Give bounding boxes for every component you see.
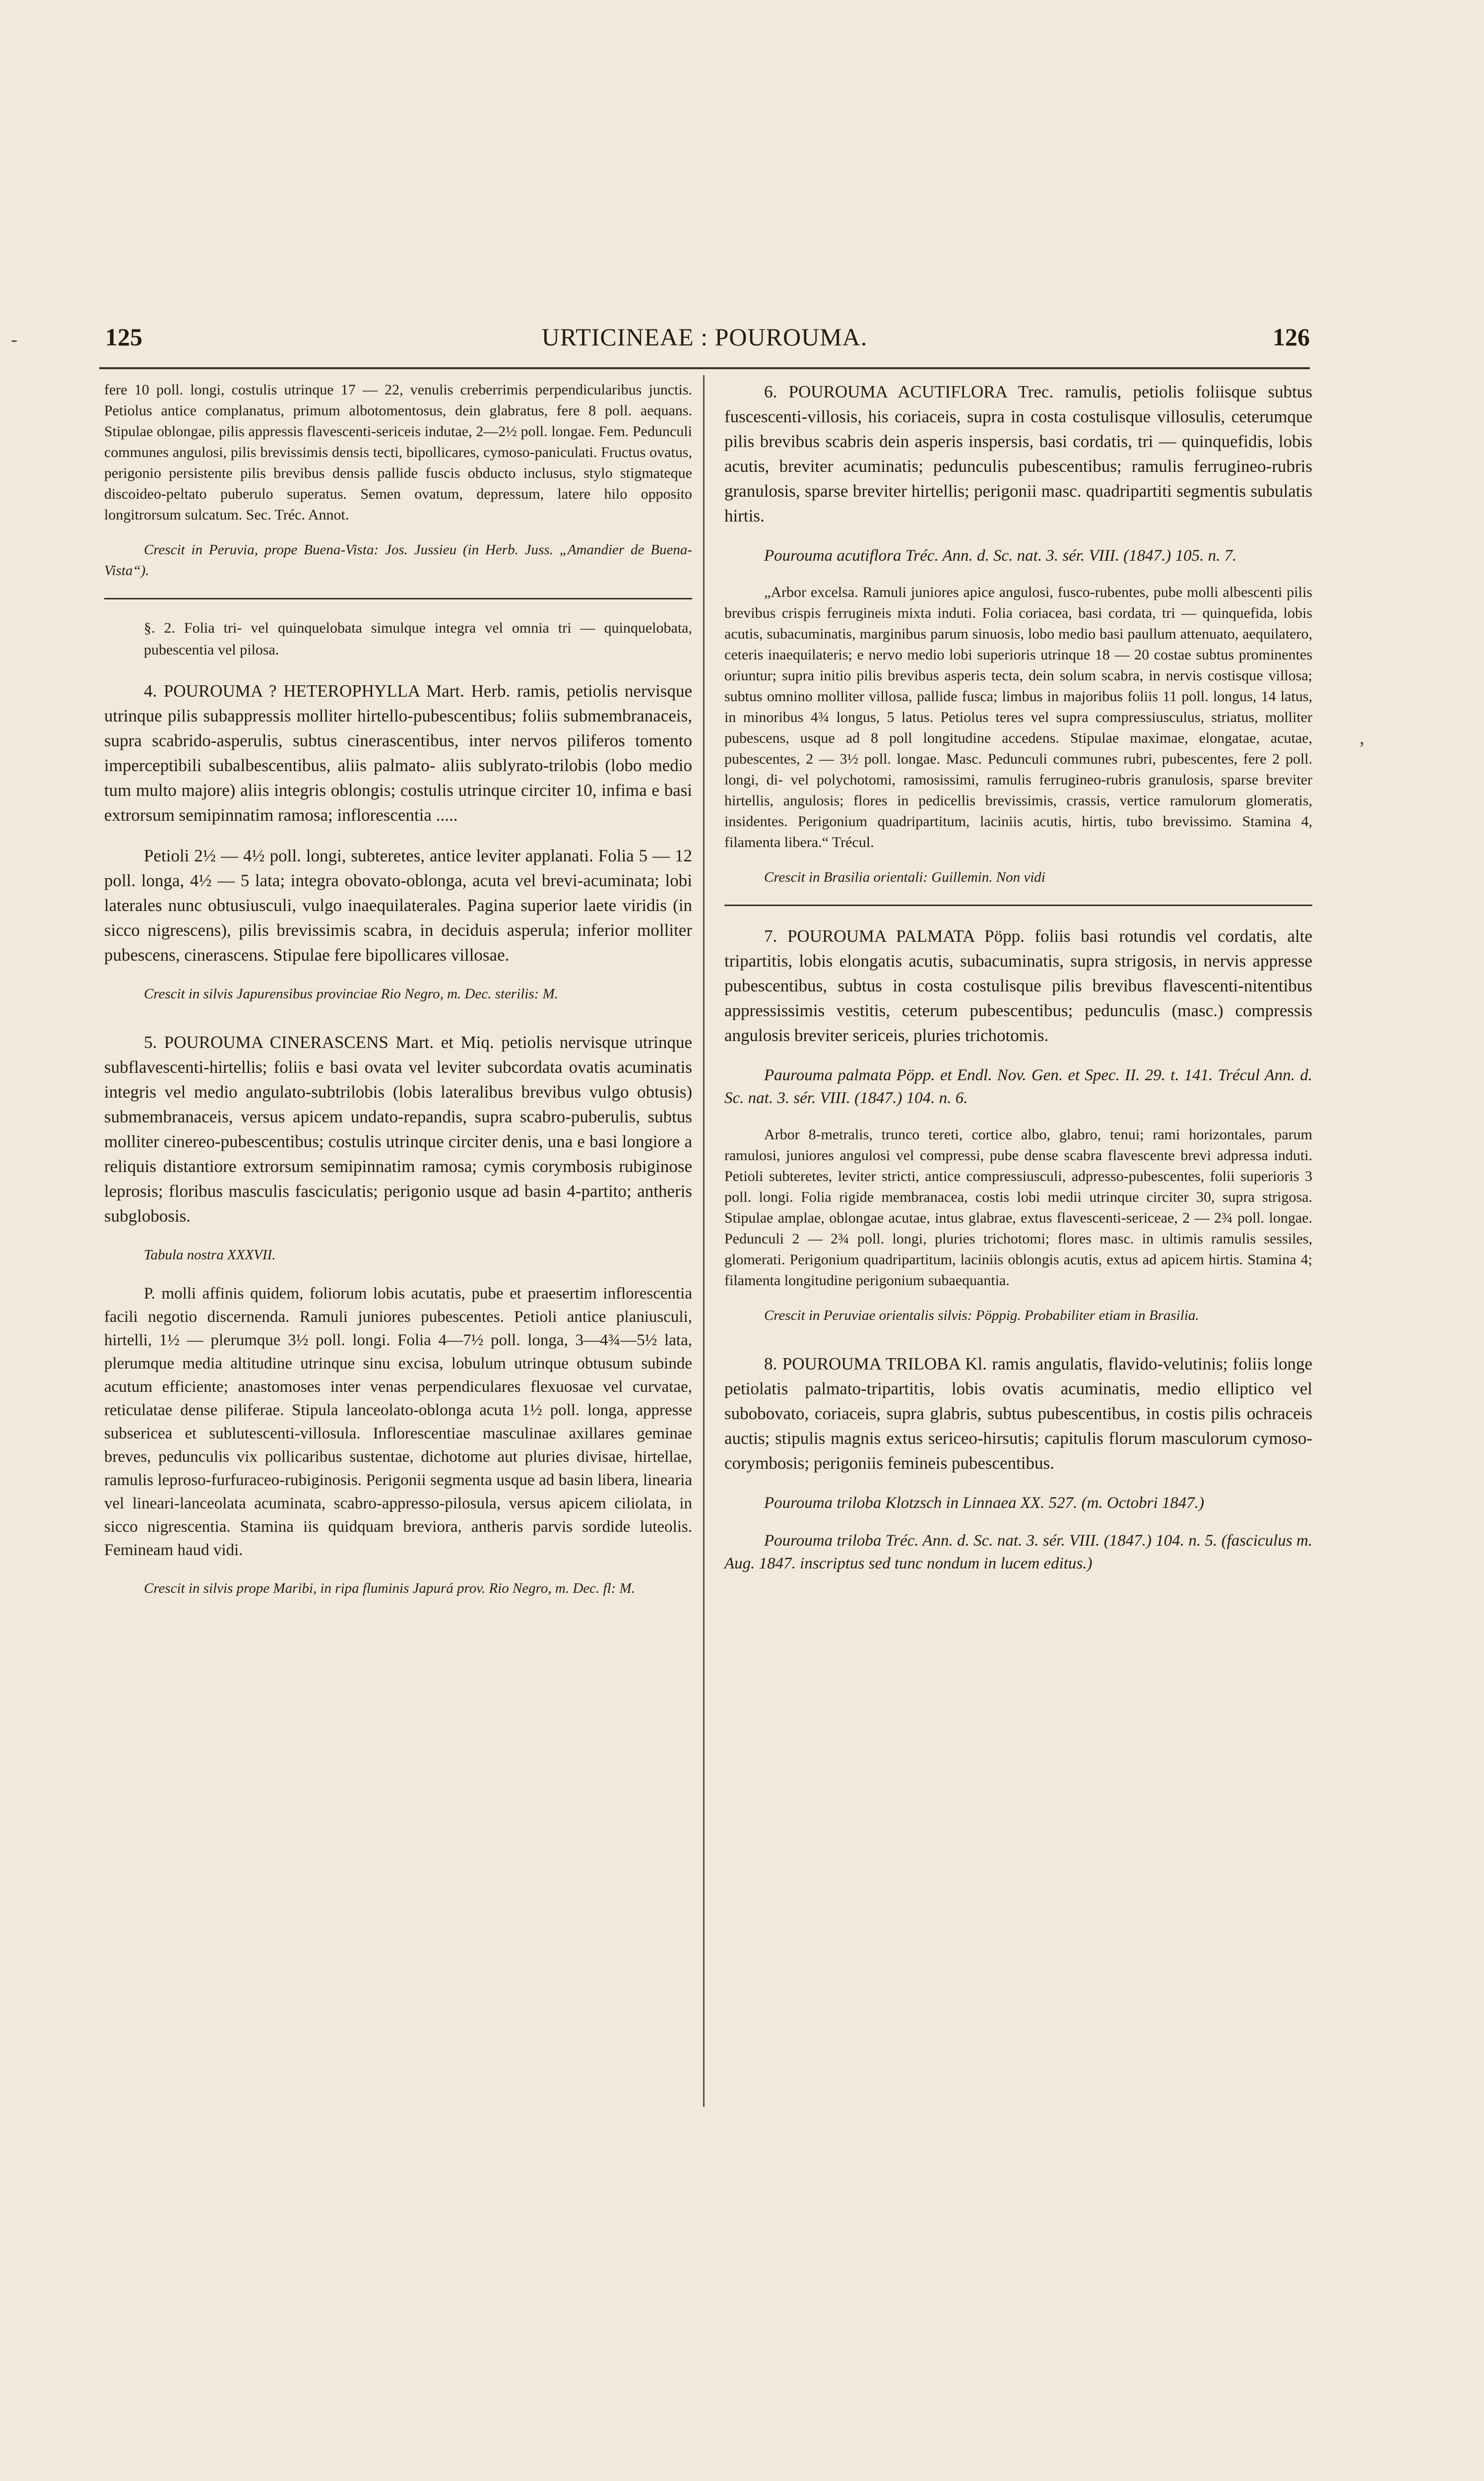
species-rule xyxy=(724,905,1312,906)
running-head xyxy=(99,323,1310,367)
page-number-left: 125 xyxy=(105,323,142,351)
species-4-diagnosis: 4. POUROUMA ? HETEROPHYLLA Mart. Herb. ramis, petiolis nervisque utrinque pilis subappressis molliter hirtello-pubescentibus; foliis submembranaceis, supra scabrido-asperulis, subtus cinerascentibus, inter nervos piliferos tomento imperceptibili subalbescentibus, aliis palmato- aliis sublyrato-trilobis (lobo medio tum multo majore) aliis integris oblongis; costulis utrinque circiter 10, infima e basi extrorsum semipinnatim ramosa; inflorescentia ..... xyxy=(104,681,692,825)
section-heading: §. 2. Folia tri- vel quinquelobata simulque integra vel omnia tri — quinquelobata, pubescentia vel pilosa. xyxy=(144,620,692,658)
species-4-description: Petioli 2½ — 4½ poll. longi, subteretes, antice leviter applanati. Folia 5 — 12 poll. longa, 4½ — 5 lata; integra obovato-oblonga, acuta vel brevi-acuminata; lobi laterales nunc obtusiusculi, vulgo inaequilaterales. Pagina superior laete viridis (in sicco nigrescens), pilis brevissimis scabra, in deciduis asperula; inferior molliter pubescens, cinerascens. Stipulae fere bipollicares villosae. xyxy=(104,846,692,965)
species-7-diagnosis: 7. POUROUMA PALMATA Pöpp. foliis basi rotundis vel cordatis, alte tripartitis, lobis elongatis acutis, subacuminatis, supra strigosis, in nervis appresse pubescentibus, subtus in costa costulisque pilis brevibus flavescenti-nitentibus appressissimis vestitis, ceterum pubescentibus; pedunculis (masc.) compressis angulosis breviter sericeis, pluries trichotomis. xyxy=(724,926,1312,1045)
species-6-habitat: Crescit in Brasilia orientali: Guillemin. Non vidi xyxy=(764,869,1045,885)
species-5-plate: Tabula nostra XXXVII. xyxy=(144,1247,276,1263)
species-5-diagnosis: 5. POUROUMA CINERASCENS Mart. et Miq. petiolis nervisque utrinque subflavescenti-hirtellis; foliis e basi ovata vel leviter subcordata ovatis acuminatis integris vel medio angulato-subtrilobis (lobis lateralibus brevibus vulgo obtusis) submembranaceis, versus apicem undato-repandis, supra scabro-puberulis, subtus molliter cinereo-pubescentibus; costulis utrinque circiter denis, una e basi longiore a reliquis distantiore extrorsum semipinnatim ramosa; cymis corymbosis rubiginose leprosis; floribus masculis fasciculatis; perigonio usque ad basin 4-partito; antheris subglobosis. xyxy=(104,1033,692,1226)
running-title: URTICINEAE : POUROUMA. xyxy=(541,323,868,351)
species-4-habitat: Crescit in silvis Japurensibus provinciae Rio Negro, m. Dec. sterilis: M. xyxy=(144,986,558,1002)
species-6-description: „Arbor excelsa. Ramuli juniores apice angulosi, fusco-rubentes, pube molli albescenti pilis brevibus crispis ferrugineis mixta induti. Folia coriacea, basi cordata, tri — quinquefida, lobis acutis, subacuminatis, marginibus parum sinuosis, lobo medio basi paullum attenuato, aequilatero, ceteris inaequilateris; e nervo medio lobi superioris utrinque 18 — 20 costae subtus prominentes oriuntur; supra initio pilis brevibus asperis tecta, dein solum scabra, in nervis costisque villosa; subtus omnino molliter villosa, pallide fusca; limbus in majoribus foliis 11 poll. longus, 14 latus, in minoribus 4¾ longus, 5 latus. Petiolus teres vel supra compressiusculus, striatus, molliter pubescens, usque ad 8 poll longitudine accedens. Stipulae maximae, elongatae, acutae, pubescentes, 2 — 3½ poll. longae. Masc. Pedunculi communes rubri, pubescentes, fere 2 poll. longi, di- vel polychotomi, ramosissimi, ramulis ferrugineo-rubris granulosis, sparse breviter hirtellis, angulosis; flores in pedicellis brevissimis, crassis, vertice ramulorum glomeratis, insidentes. Perigonium quadripartitum, laciniis acutis, hirtis, tubo brevissimo. Stamina 4, filamenta libera.“ Trécul. xyxy=(724,584,1312,850)
species-5-habitat: Crescit in silvis prope Maribi, in ripa fluminis Japurá prov. Rio Negro, m. Dec. fl: M. xyxy=(144,1580,635,1596)
species-5-description: P. molli affinis quidem, foliorum lobis acutatis, pube et praesertim inflorescentia facili negotio discernenda. Ramuli juniores pubescentes. Petioli antice planiusculi, hirtelli, 1½ — plerumque 3½ poll. longi. Folia 4—7½ poll. longa, 3—4¾—5½ lata, plerumque media altitudine utrinque sinu excisa, lobulum utrinque obtusum subinde acutum efficiente; anastomoses inter venas perpendiculares flexuosae vel curvatae, reticulatae dense piliferae. Stipula lanceolato-oblonga acuta 1½ poll. longa, appresse subsericea et sublutescenti-villosula. Inflorescentiae masculinae axillares geminae breves, pedunculis vix pollicaribus sustentae, dichotome aut pluries divisae, hirtellae, ramulis leproso-furfuraceo-rubiginosis. Perigonii segmenta usque ad basin libera, linearia vel lineari-lanceolata acuminata, scabro-appresso-pilosula, versus apicem ciliolata, in sicco nigrescentia. Stamina iis quidquam breviora, antheris parvis sordide luteolis. Femineam haud vidi. xyxy=(104,1285,692,1559)
species-8-citation-trecul: Pourouma triloba Tréc. Ann. d. Sc. nat. 3. sér. VIII. (1847.) 104. n. 5. (fasciculus m. Aug. 1847. inscriptus sed tunc nondum in lucem editus.) xyxy=(724,1532,1312,1572)
species-8-diagnosis: 8. POUROUMA TRILOBA Kl. ramis angulatis, flavido-velutinis; foliis longe petiolatis palmato-tripartitis, lobis ovatis acuminatis, medio elliptico vel subobovato, coriaceis, supra glabris, subtus pubescentibus, in costis pilis ochraceis auctis; stipulis magnis extus sericeo-hirsutis; capitulis florum masculorum cymoso-corymbosis; perigoniis femineis pubescentibus. xyxy=(724,1354,1312,1473)
species-7-habitat: Crescit in Peruviae orientalis silvis: Pöppig. Probabiliter etiam in Brasilia. xyxy=(764,1307,1199,1323)
species-8-citation-klotzsch: Pourouma triloba Klotzsch in Linnaea XX. 527. (m. Octobri 1847.) xyxy=(764,1494,1205,1512)
left-column xyxy=(104,380,692,1616)
species-7-citation: Paurouma palmata Pöpp. et Endl. Nov. Gen. et Spec. II. 29. t. 141. Trécul Ann. d. Sc. nat. 3. sér. VIII. (1847.) 104. n. 6. xyxy=(724,1066,1312,1107)
continued-description: fere 10 poll. longi, costulis utrinque 17 — 22, venulis creberrimis perpendicularibus junctis. Petiolus antice complanatus, primum albotomentosus, dein glabratus, fere 8 poll. aequans. Stipulae oblongae, pilis appressis flavescenti-sericeis indutae, 2—2½ poll. longae. Fem. Pedunculi communes angulosi, pilis brevissimis densis tecti, bipollicares, cymoso-paniculati. Fructus ovatus, perigonio persistente pilis brevibus densis pallide fuscis obducto inclusus, stylo stigmateque discoideo-peltato puberulo superatus. Semen ovatum, depressum, latere hilo opposito longitrorsum sulcatum. Sec. Tréc. Annot. xyxy=(104,382,692,523)
section-rule xyxy=(104,598,692,599)
column-divider xyxy=(703,375,705,2107)
right-column xyxy=(724,380,1312,1590)
habitat-note: Crescit in Peruvia, prope Buena-Vista: Jos. Jussieu (in Herb. Juss. „Amandier de Buena-Vista“). xyxy=(104,542,692,579)
header-rule xyxy=(99,367,1310,369)
species-6-diagnosis: 6. POUROUMA ACUTIFLORA Trec. ramulis, petiolis foliisque subtus fuscescenti-villosis, his coriaceis, supra in costa costulisque villosulis, ceterumque pilis brevibus scabris dein asperis inspersis, basi cordatis, tri — quinquefidis, lobis acutis, breviter acuminatis; pedunculis pubescentibus; ramulis ferrugineo-rubris granulosis, sparse breviter hirtellis; perigonii masc. quadripartiti segmentis subulatis hirtis. xyxy=(724,382,1312,525)
margin-mark-left: - xyxy=(11,328,18,350)
page-number-right: 126 xyxy=(1273,323,1310,351)
margin-mark-right: ‚ xyxy=(1358,726,1365,748)
species-6-citation: Pourouma acutiflora Tréc. Ann. d. Sc. nat. 3. sér. VIII. (1847.) 105. n. 7. xyxy=(764,547,1237,565)
species-7-description: Arbor 8-metralis, trunco tereti, cortice albo, glabro, tenui; rami horizontales, parum ramulosi, juniores angulosi vel compressi, pube dense scabra flavescente brevi adpressa induti. Petioli subteretes, leviter stricti, antice compressiusculi, adpresso-pubescentes, folii superioris 3 poll. longi. Folia rigide membranacea, costis lobi medii utrinque circiter 30, supra strigosa. Stipulae amplae, oblongae acutae, intus glabrae, extus flavescenti-sericeae, 2 — 2¾ poll. longae. Pedunculi 2 — 2¾ poll. longi, pluries trichotomi; flores masc. in ultimis ramulis sessiles, glomerati. Perigonium quadripartitum, laciniis oblongis acutis, extus ad apicem hirtis. Stamina 4; filamenta longitudine perigonium subaequantia. xyxy=(724,1126,1312,1289)
